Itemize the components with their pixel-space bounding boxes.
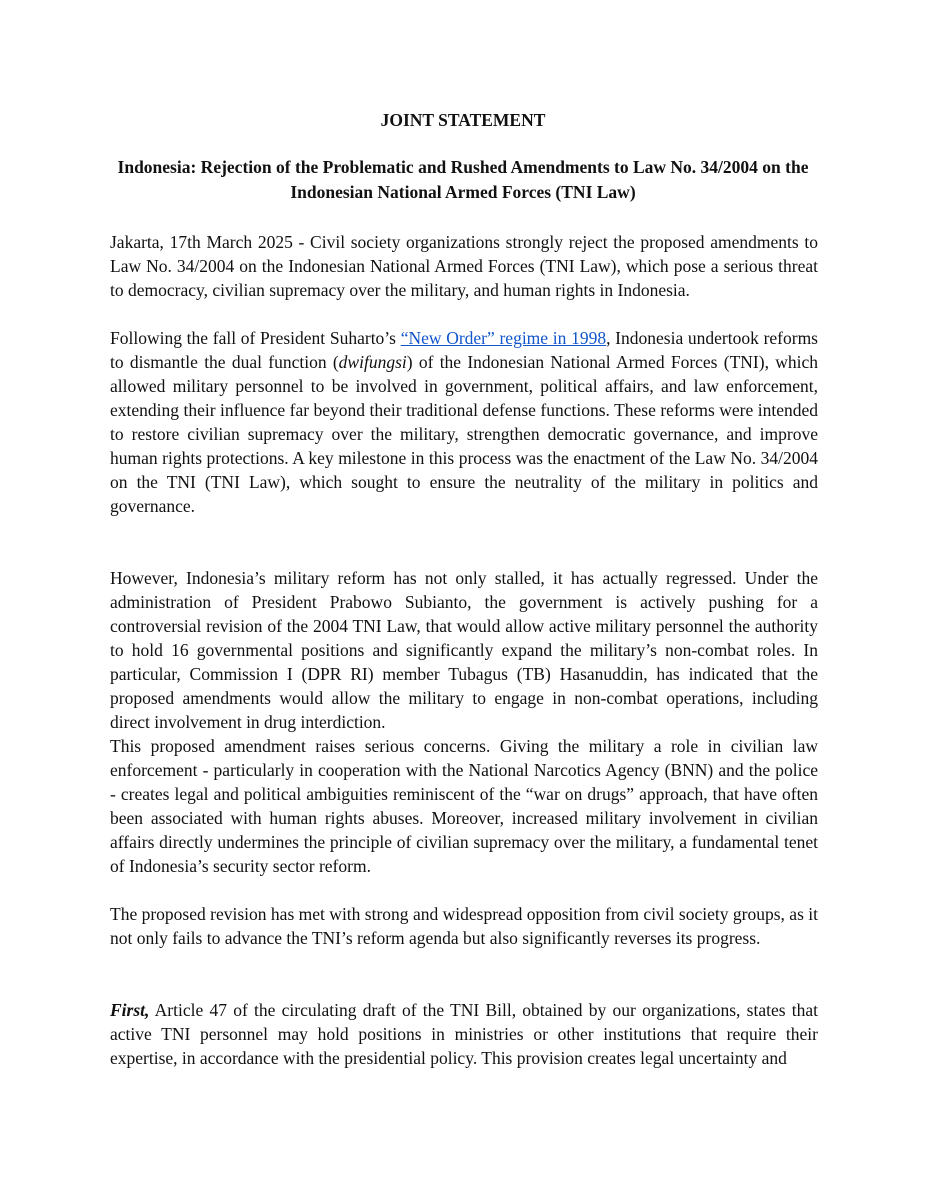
document-subtitle: Indonesia: Rejection of the Problematic and Rushed Amendments to Law No. 34/2004 on the Indonesian National Armed Forces (TNI Law)	[117, 157, 809, 202]
paragraph-intro: Jakarta, 17th March 2025 - Civil society organizations strongly reject the proposed amendments to Law No. 34/2004 on the Indonesian National Armed Forces (TNI Law), which pose a serious threat to democracy, civilian supremacy over the military, and human rights in Indonesia.	[110, 232, 818, 300]
paragraph-concerns: This proposed amendment raises serious concerns. Giving the military a role in civilian law enforcement - particularly in cooperation with the National Narcotics Agency (BNN) and the police - creates legal and political ambiguities reminiscent of the “war on drugs” approach, that have often been associated with human rights abuses. Moreover, increased military involvement in civilian affairs directly undermines the principle of civilian supremacy over the military, a fundamental tenet of Indonesia’s security sector reform.	[110, 736, 818, 876]
document-title: JOINT STATEMENT	[380, 110, 546, 130]
paragraph-background-text-start: Following the fall of President Suharto’s	[110, 328, 401, 348]
paragraph-opposition: The proposed revision has met with strong and widespread opposition from civil society groups, as it not only fails to advance the TNI’s reform agenda but also significantly reverses its progress.	[110, 904, 818, 948]
dwifungsi-term: dwifungsi	[338, 352, 407, 372]
first-point-text: Article 47 of the circulating draft of the TNI Bill, obtained by our organizations, states that active TNI personnel may hold positions in ministries or other institutions that require their expertise, in accordance with the presidential policy. This provision creates legal uncertainty and	[110, 1000, 818, 1068]
paragraph-background	[110, 326, 818, 518]
new-order-link[interactable]: “New Order” regime in 1998	[400, 328, 607, 348]
paragraph-background-text-middle: , Indonesia undertook reforms to dismantle the dual function (	[110, 328, 818, 372]
paragraph-first-point	[110, 998, 818, 1070]
first-point-lead: First,	[110, 1000, 150, 1020]
paragraph-background-text-end: ) of the Indonesian National Armed Forces (TNI), which allowed military personnel to be involved in government, political affairs, and law enforcement, extending their influence far beyond their traditional defense functions. These reforms were intended to restore civilian supremacy over the military, strengthen democratic governance, and improve human rights protections. A key milestone in this process was the enactment of the Law No. 34/2004 on the TNI (TNI Law), which sought to ensure the neutrality of the military in politics and governance.	[110, 352, 818, 516]
paragraph-regression: However, Indonesia’s military reform has not only stalled, it has actually regressed. Under the administration of President Prabowo Subianto, the government is actively pushing for a controversial revision of the 2004 TNI Law, that would allow active military personnel the authority to hold 16 governmental positions and significantly expand the military’s non-combat roles. In particular, Commission I (DPR RI) member Tubagus (TB) Hasanuddin, has indicated that the proposed amendments would allow the military to engage in non-combat operations, including direct involvement in drug interdiction.	[110, 568, 818, 732]
